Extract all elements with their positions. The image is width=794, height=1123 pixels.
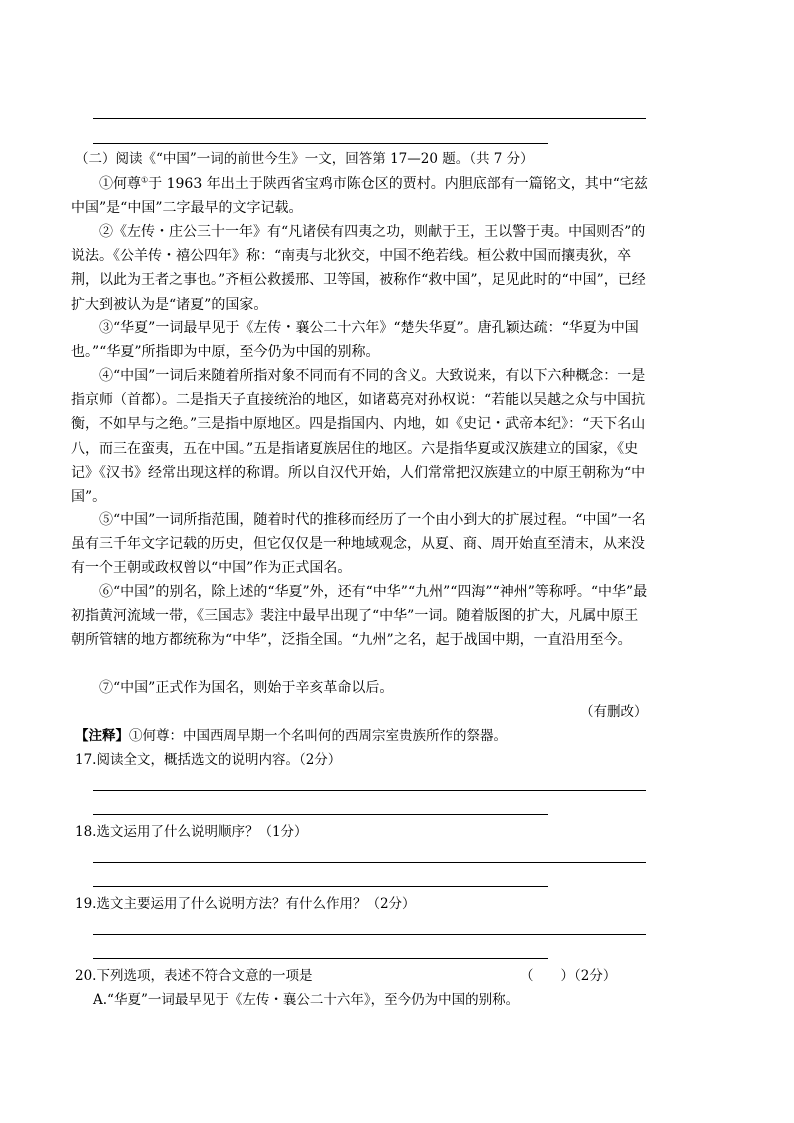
paragraph-3: ③“华夏”一词最早见于《左传・襄公二十六年》“楚失华夏”。唐孔颖达疏：“华夏为中国也。”“华夏”所指即为中原，至今仍为中国的别称。 xyxy=(71,320,639,361)
answer-line[interactable] xyxy=(93,790,646,791)
answer-line xyxy=(93,118,646,119)
question-19: 19.选文主要运用了什么说明方法？有什么作用？（2分） xyxy=(75,896,416,912)
paragraph-2: ②《左传・庄公三十一年》有“凡诸侯有四夷之功，则献于王，王以警于夷。中国则否”的说法。《公羊传・禧公四年》称：“南夷与北狄交，中国不绝若线。桓公救中国而攘夷狄，卒荆，以此为王者之事也。”齐桓公救援邢、卫等国，被称作“救中国”，足见此时的“中国”，已经扩大到被认为是“诸夏”的国家。 xyxy=(71,224,646,313)
answer-line xyxy=(93,143,548,144)
answer-line[interactable] xyxy=(93,934,646,935)
paragraph-text: 于 1963 年出土于陕西省宝鸡市陈仓区的贾村。内胆底部有一篇铭文，其中“宅兹中国”是“中国”二字最早的文字记载。 xyxy=(71,176,648,217)
question-17: 17.阅读全文，概括选文的说明内容。（2分） xyxy=(75,752,342,768)
answer-line[interactable] xyxy=(93,814,548,815)
question-20: 20.下列选项，表述不符合文意的一项是 xyxy=(75,968,313,984)
answer-line[interactable] xyxy=(93,958,548,959)
answer-line[interactable] xyxy=(93,886,548,887)
source-note: （有删改） xyxy=(580,704,648,720)
paragraph-4: ④“中国”一词后来随着所指对象不同而有不同的含义。大致说来，有以下六种概念：一是指京师（首都）。二是指天子直接统治的地区，如诸葛亮对孙权说：“若能以吴越之众与中国抗衡，不如早与之绝。”三是指中原地区。四是指国内、内地，如《史记・武帝本纪》：“天下名山八，而三在蛮夷，五在中国。”五是指诸夏族居住的地区。六是指华夏或汉族建立的国家，《史记》《汉书》经常出现这样的称谓。所以自汉代开始，人们常常把汉族建立的中原王朝称为“中国”。 xyxy=(71,368,646,506)
paragraph-text: ①何尊 xyxy=(99,176,141,192)
question-18: 18.选文运用了什么说明顺序？（1分） xyxy=(75,824,308,840)
footnote-marker: ① xyxy=(141,175,149,185)
section-heading: （二）阅读《“中国”一词的前世今生》一文，回答第 17—20 题。（共 7 分） xyxy=(75,151,534,167)
option-a: A.“华夏”一词最早见于《左传・襄公二十六年》，至今仍为中国的别称。 xyxy=(93,992,520,1008)
paragraph-5: ⑤“中国”一词所指范围，随着时代的推移而经历了一个由小到大的扩展过程。“中国”一名虽有三千年文字记载的历史，但它仅仅是一种地域观念，从夏、商、周开始直至清末，从来没有一个王朝或政权曾以“中国”作为正式国名。 xyxy=(71,512,646,577)
annotation xyxy=(75,724,507,748)
answer-bracket[interactable]: （ ）（2分） xyxy=(520,968,617,984)
answer-line[interactable] xyxy=(93,862,646,863)
paragraph-1 xyxy=(71,172,651,220)
paragraph-7: ⑦“中国”正式作为国名，则始于辛亥革命以后。 xyxy=(99,680,394,696)
annotation-label: 【注释】 xyxy=(75,728,129,744)
annotation-text: ①何尊：中国西周早期一个名叫何的西周宗室贵族所作的祭器。 xyxy=(129,728,507,744)
paragraph-6: ⑥“中国”的别名，除上述的“华夏”外，还有“中华”“九州”“四海”“神州”等称呼。“中华”最初指黄河流域一带，《三国志》裴注中最早出现了“中华”一词。随着版图的扩大，凡属中原王朝所管辖的地方都统称为“中华”，泛指全国。“九州”之名，起于战国中期，一直沿用至今。 xyxy=(71,584,648,649)
